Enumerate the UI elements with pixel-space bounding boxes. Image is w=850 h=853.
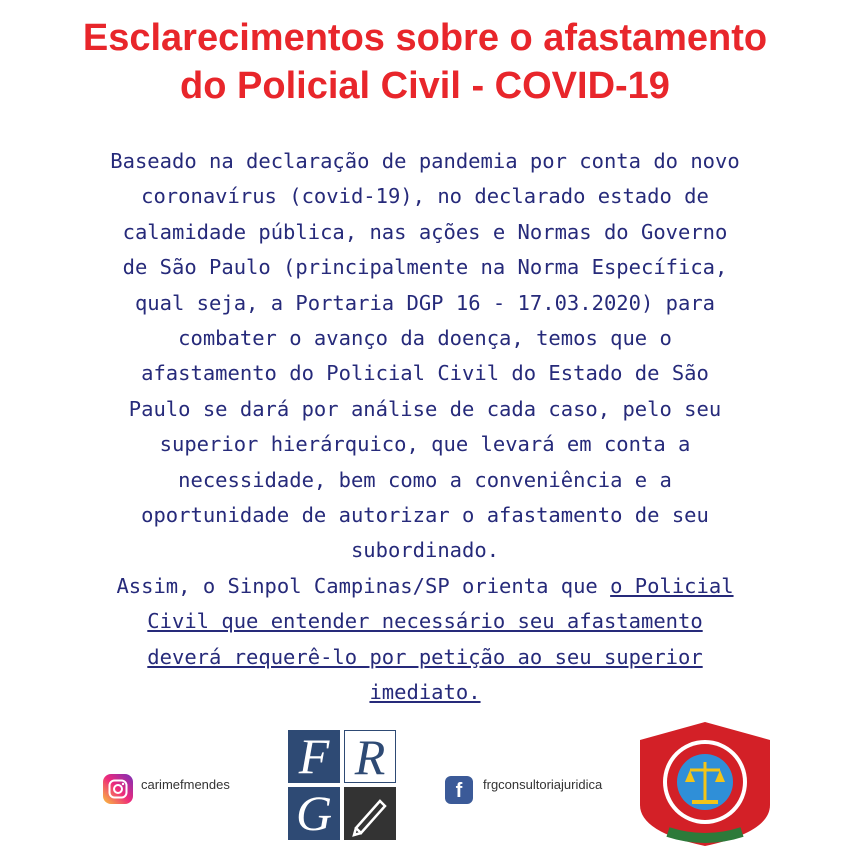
footer: [0, 720, 850, 850]
guidance-emphasis: o Policial: [610, 573, 734, 598]
guidance-emphasis: deverá requerê-lo por petição ao seu superior: [147, 644, 703, 669]
frg-tile-r: R: [344, 730, 396, 783]
body-line: coronavírus (covid-19), no declarado estado de: [141, 184, 709, 209]
frg-tile-f: F: [288, 730, 340, 783]
guidance-emphasis: imediato.: [369, 680, 481, 705]
guidance-line: [20, 569, 830, 604]
guidance-prefix: Assim, o Sinpol Campinas/SP orienta que: [116, 573, 611, 598]
guidance-emphasis: Civil que entender necessário seu afastamento: [147, 609, 703, 634]
frg-logo: [288, 730, 398, 842]
title-line-1: Esclarecimentos sobre o afastamento: [82, 17, 768, 59]
body-line: Baseado na declaração de pandemia por conta do novo: [110, 149, 740, 173]
page-title: [0, 14, 850, 110]
title-line-2: do Policial Civil - COVID-19: [180, 65, 670, 107]
body-line: combater o avanço da doença, temos que o: [178, 326, 672, 351]
body-line: afastamento do Policial Civil do Estado de São: [141, 361, 709, 386]
body-line: subordinado.: [350, 538, 500, 563]
sinpol-seal: [630, 720, 780, 848]
body-line: oportunidade de autorizar o afastamento de seu: [141, 503, 709, 528]
instagram-icon: [103, 774, 133, 804]
instagram-handle: carimefmendes: [141, 777, 230, 792]
body-line: de São Paulo (principalmente na Norma Específica,: [122, 255, 728, 280]
body-line: qual seja, a Portaria DGP 16 - 17.03.2020) para: [134, 290, 716, 315]
body-text: [20, 144, 830, 711]
body-line: calamidade pública, nas ações e Normas do Governo: [122, 219, 728, 244]
facebook-handle: frgconsultoriajuridica: [483, 777, 603, 792]
frg-tile-g: G: [288, 787, 340, 840]
body-line: necessidade, bem como a conveniência e a: [178, 467, 672, 492]
facebook-icon: f: [445, 776, 473, 804]
pen-icon: [344, 787, 396, 840]
body-line: Paulo se dará por análise de cada caso, pelo seu: [128, 396, 722, 421]
body-line: superior hierárquico, que levará em conta a: [159, 432, 691, 457]
